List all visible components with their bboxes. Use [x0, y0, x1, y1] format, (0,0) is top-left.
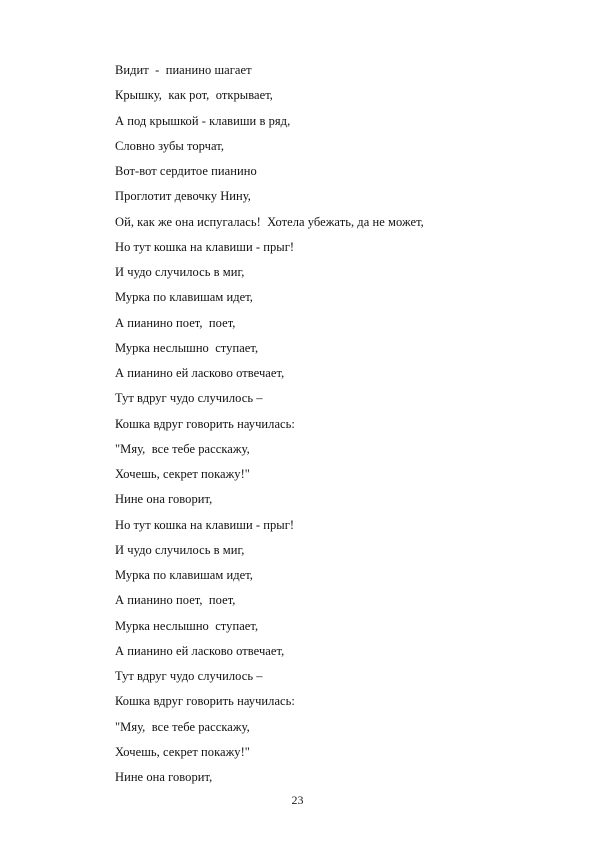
text-line: Мурка по клавишам идет,: [115, 290, 253, 305]
text-line: Мурка неслышно ступает,: [115, 340, 259, 355]
text-line: Мурка неслышно ступает,: [115, 618, 259, 633]
text-line: Тут вдруг чудо случилось –: [115, 391, 263, 406]
text-line: Нине она говорит,: [115, 492, 213, 507]
text-line: Кошка вдруг говорить научилась:: [115, 694, 295, 709]
text-line: "Мяу, все тебе расскажу,: [115, 719, 250, 734]
text-line: А пианино поет, поет,: [115, 593, 236, 608]
text-line: Вот-вот сердитое пианино: [115, 164, 257, 178]
text-line: Хочешь, секрет покажу!": [115, 467, 250, 481]
text-line: Крышку, как рот, открывает,: [115, 88, 273, 103]
text-line: Кошка вдруг говорить научилась:: [115, 416, 295, 431]
text-line: Видит - пианино шагает: [115, 63, 252, 77]
text-line: Тут вдруг чудо случилось –: [115, 669, 263, 683]
text-line: Хочешь, секрет покажу!": [115, 744, 250, 759]
text-line: И чудо случилось в миг,: [115, 265, 245, 279]
text-line: А пианино поет, поет,: [115, 315, 236, 330]
text-line: Проглотит девочку Нину,: [115, 189, 251, 204]
text-line: Мурка по клавишам идет,: [115, 568, 253, 582]
text-line: Словно зубы торчат,: [115, 138, 225, 153]
text-line: А под крышкой - клавиши в ряд,: [115, 113, 291, 128]
text-line: И чудо случилось в миг,: [115, 542, 245, 557]
text-line: Нине она говорит,: [115, 770, 213, 784]
text-line: "Мяу, все тебе расскажу,: [115, 441, 250, 456]
text-line: Ой, как же она испугалась! Хотела убежать, да не может,: [115, 214, 424, 229]
page-number: 23: [291, 793, 304, 807]
text-line: Но тут кошка на клавиши - прыг!: [115, 239, 295, 254]
poem-text: [115, 58, 555, 790]
text-line: А пианино ей ласково отвечает,: [115, 643, 285, 658]
text-line: Но тут кошка на клавиши - прыг!: [115, 517, 295, 532]
text-line: А пианино ей ласково отвечает,: [115, 366, 285, 380]
